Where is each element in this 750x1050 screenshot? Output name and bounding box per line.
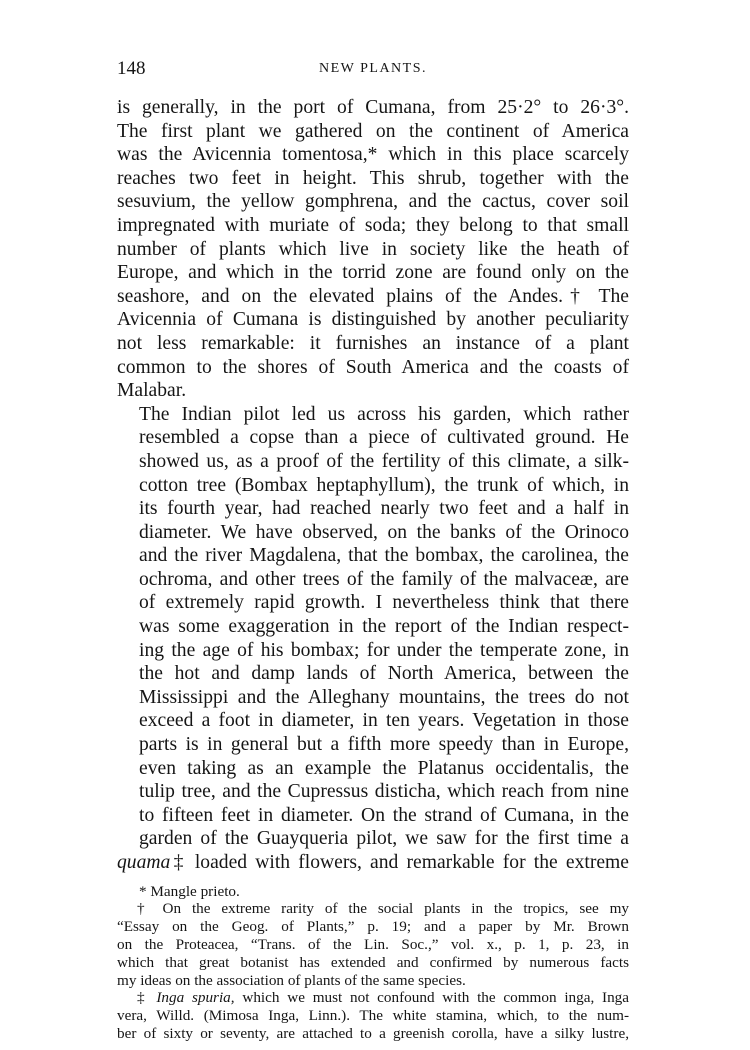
body-text [117,96,629,875]
text-line: was some exaggeration in the report of the Indian respect- [139,616,629,638]
paragraph-2 [117,403,629,875]
text-line: and the river Magdalena, that the bombax, the carolinea, the [139,545,629,567]
text-line: the hot and damp lands of North America, between the [139,663,629,685]
text-line [117,851,629,875]
text-line: ochroma, and other trees of the family of the malvaceæ, are [139,568,629,590]
text-line: The first plant we gathered on the continent of America [117,120,629,142]
book-page [117,58,629,1043]
text-line: resembled a copse than a piece of cultivated ground. He [139,427,629,449]
running-title: NEW PLANTS. [318,61,428,76]
footnote-line: vera, Willd. (Mimosa Inga, Linn.). The white stamina, which, to the num- [117,1007,629,1025]
text-line: ing the age of his bombax; for under the temperate zone, in [139,639,629,661]
text-line: Malabar. [117,380,187,402]
text-line: impregnated with muriate of soda; they belong to that small [117,214,629,236]
footnote-line: which that great botanist has extended and confirmed by numerous facts [117,953,629,971]
text-line: common to the shores of South America and the coasts of [117,356,629,378]
footnote-line: my ideas on the association of plants of the same species. [117,971,466,989]
text-line: diameter. We have observed, on the banks of the Orinoco [139,521,629,543]
footnote-mark: ‡ [137,989,157,1007]
text-line: number of plants which live in society like the heath of [117,238,629,260]
text-line: Europe, and which in the torrid zone are found only on the [117,262,629,284]
text-line: garden of the Guayqueria pilot, we saw for the first time a [139,828,629,850]
footnotes [117,883,629,1043]
text-line: even taking as an example the Platanus occidentalis, the [139,757,629,779]
text-line: reaches two feet in height. This shrub, together with the [117,167,629,189]
footnote-2 [117,900,629,989]
text-line: its fourth year, had reached nearly two feet and a half in [139,498,629,520]
text-line: Avicennia of Cumana is distinguished by another peculiarity [117,309,629,331]
text-line: was the Avicennia tomentosa,* which in this place scarcely [117,144,629,166]
paragraph-1 [117,96,629,403]
italic-term: quama [117,852,171,873]
footnote-1 [117,883,629,901]
text-line: of extremely rapid growth. I nevertheless think that there [139,592,629,614]
text-span: ‡ loaded with flowers, and remarkable for the extreme [170,852,629,873]
italic-term: Inga spuria, [156,989,235,1007]
running-head [117,58,629,86]
page-number: 148 [117,58,146,79]
text-line: Mississippi and the Alleghany mountains, the trees do not [139,686,629,708]
footnote-line: ber of sixty or seventy, are attached to a greenish corolla, have a silky lustre, [117,1024,629,1042]
footnote-3 [117,989,629,1042]
text-line: tulip tree, and the Cupressus disticha, which reach from nine [139,781,629,803]
footnote-line: on the Proteacea, “Trans. of the Lin. Soc.,” vol. x., p. 1, p. 23, in [117,935,629,953]
text-line: showed us, as a proof of the fertility of this climate, a silk- [139,450,629,472]
text-span: which we must not confound with the common inga, Inga [234,989,630,1007]
text-line: not less remarkable: it furnishes an instance of a plant [117,332,629,354]
text-line: to fifteen feet in diameter. On the strand of Cumana, in the [139,804,629,826]
text-line: cotton tree (Bombax heptaphyllum), the trunk of which, in [139,474,629,496]
footnote-line: † On the extreme rarity of the social plants in the tropics, see my [137,900,629,918]
text-line: seashore, and on the elevated plains of the Andes.† The [117,285,629,307]
footnote-line: “Essay on the Geog. of Plants,” p. 19; and a paper by Mr. Brown [117,918,629,936]
text-line: is generally, in the port of Cumana, from 25·2° to 26·3°. [117,97,629,118]
text-line: exceed a foot in diameter, in ten years. Vegetation in those [139,710,629,732]
footnote-line [117,989,629,1007]
text-line: sesuvium, the yellow gomphrena, and the cactus, cover soil [117,191,629,213]
footnote-text: * Mangle prieto. [139,882,240,900]
text-line: parts is in general but a fifth more speedy than in Europe, [139,734,629,756]
text-line: The Indian pilot led us across his garden, which rather [139,403,629,425]
